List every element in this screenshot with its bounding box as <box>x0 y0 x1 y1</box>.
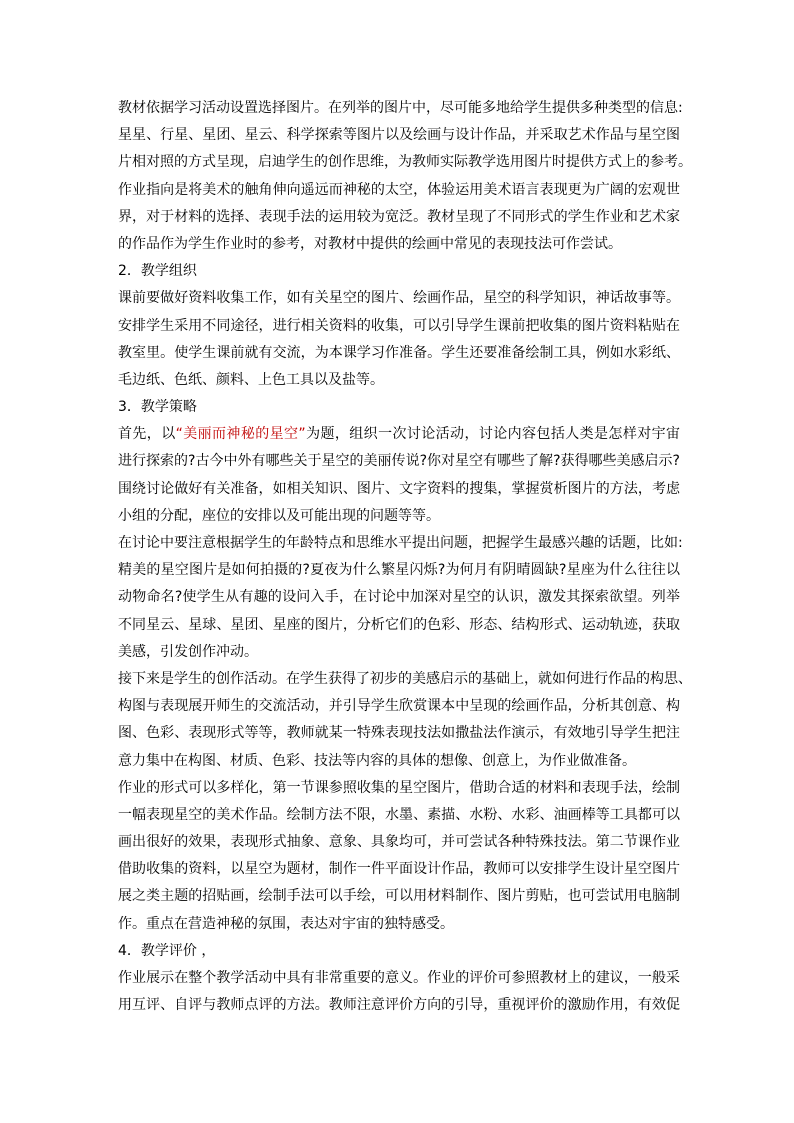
paragraph <box>118 177 680 259</box>
text-line: 意力集中在构图、材质、色彩、技法等内容的具体的想像、创意上，为作业做准备。 <box>118 752 636 769</box>
text-line: 动物命名?使学生从有趣的设问入手，在讨论中加深对星空的认识，激发其探索欲望。列举 <box>118 589 680 606</box>
text-line: 毛边纸、色纸、颜料、上色工具以及盐等。 <box>118 371 384 388</box>
section-heading: 4．教学评价 ， <box>118 942 216 959</box>
quoted-title: “美丽而神秘的星空” <box>175 426 306 443</box>
text-line: 教材依据学习活动设置选择图片。在列举的图片中，尽可能多地给学生提供多种类型的信息: <box>118 100 683 116</box>
text-line: 用互评、自评与教师点评的方法。教师注意评价方向的引导，重视评价的激励作用，有效促 <box>118 997 680 1014</box>
text-line: 图、色彩、表现形式等等，教师就某一特殊表现技法如撒盐法作演示，有效地引导学生把注 <box>118 725 680 742</box>
text-line: 美感，引发创作冲动。 <box>118 643 258 660</box>
text-segment: 首先，以 <box>118 426 176 443</box>
paragraph <box>118 666 692 775</box>
text-line: 教室里。使学生课前就有交流，为本课学习作准备。学生还要准备绘制工具，例如水彩纸、 <box>118 344 680 361</box>
paragraph <box>118 421 680 530</box>
text-line: 片相对照的方式呈现，启迪学生的创作思维，为教师实际教学选用图片时提供方式上的参考。 <box>118 154 692 171</box>
section-heading: 2．教学组织 <box>118 263 197 280</box>
paragraph <box>118 95 692 177</box>
text-line <box>118 421 680 448</box>
paragraph <box>118 965 680 1019</box>
text-line: 不同星云、星球、星团、星座的图片，分析它们的色彩、形态、结构形式、运动轨迹，获取 <box>118 616 680 633</box>
text-line: 作。重点在营造神秘的氛围，表达对宇宙的独特感受。 <box>118 915 454 932</box>
section-heading: 3．教学策略 <box>118 399 197 416</box>
text-line: 展之类主题的招贴画，绘制手法可以手绘，可以用材料制作、图片剪贴，也可尝试用电脑制 <box>118 888 680 905</box>
text-line: 界，对于材料的选择、表现手法的运用较为宽泛。教材呈现了不同形式的学生作业和艺术家 <box>118 208 680 225</box>
text-line: 一幅表现星空的美术作品。绘制方法不限，水墨、素描、水粉、水彩、油画棒等工具都可以 <box>118 806 680 823</box>
text-line: 精美的星空图片是如何拍摄的?夏夜为什么繁星闪烁?为何月有阴晴圆缺?星座为什么往往以 <box>118 562 680 579</box>
text-line: 星星、行星、星团、星云、科学探索等图片以及绘画与设计作品，并采取艺术作品与星空图 <box>118 127 680 144</box>
text-line: 构图与表现展开师生的交流活动，并引导学生欣赏课本中呈现的绘画作品，分析其创意、构 <box>118 698 680 715</box>
paragraph <box>118 530 683 666</box>
text-line: 在讨论中要注意根据学生的年龄特点和思维水平提出问题，把握学生最感兴趣的话题，比如: <box>118 535 683 551</box>
text-line: 安排学生采用不同途径，进行相关资料的收集，可以引导学生课前把收集的图片资料粘贴在 <box>118 317 680 334</box>
text-line: 作业指向是将美术的触角伸向遥远而神秘的太空，体验运用美术语言表现更为广阔的宏观世 <box>118 181 680 198</box>
text-line: 作业的形式可以多样化，第一节课参照收集的星空图片，借助合适的材料和表现手法，绘制 <box>118 779 680 796</box>
text-line: 借助收集的资料，以星空为题材，制作一件平面设计作品，教师可以安排学生设计星空图片 <box>118 861 680 878</box>
text-line: 进行探索的?古今中外有哪些关于星空的美丽传说?你对星空有哪些了解?获得哪些美感启示? <box>118 453 680 470</box>
text-line: 课前要做好资料收集工作，如有关星空的图片、绘画作品，星空的科学知识，神话故事等。 <box>118 290 680 307</box>
document-body <box>118 95 692 1019</box>
text-segment: 为题，组织一次讨论活动，讨论内容包括人类是怎样对宇宙 <box>305 426 681 443</box>
text-line: 画出很好的效果，表现形式抽象、意象、具象均可，并可尝试各种特殊技法。第二节课作业 <box>118 834 680 851</box>
text-line: 作业展示在整个教学活动中具有非常重要的意义。作业的评价可参照教材上的建议，一般采 <box>118 970 680 986</box>
text-line: 小组的分配，座位的安排以及可能出现的问题等等。 <box>118 507 440 524</box>
paragraph <box>118 285 680 394</box>
text-line: 的作品作为学生作业时的参考，对教材中提供的绘画中常见的表现技法可作尝试。 <box>118 235 622 252</box>
text-line: 接下来是学生的创作活动。在学生获得了初步的美感启示的基础上，就如何进行作品的构思、 <box>118 670 692 687</box>
paragraph <box>118 775 680 938</box>
text-line: 围绕讨论做好有关准备，如相关知识、图片、文字资料的搜集，掌握赏析图片的方法，考虑 <box>118 480 680 497</box>
